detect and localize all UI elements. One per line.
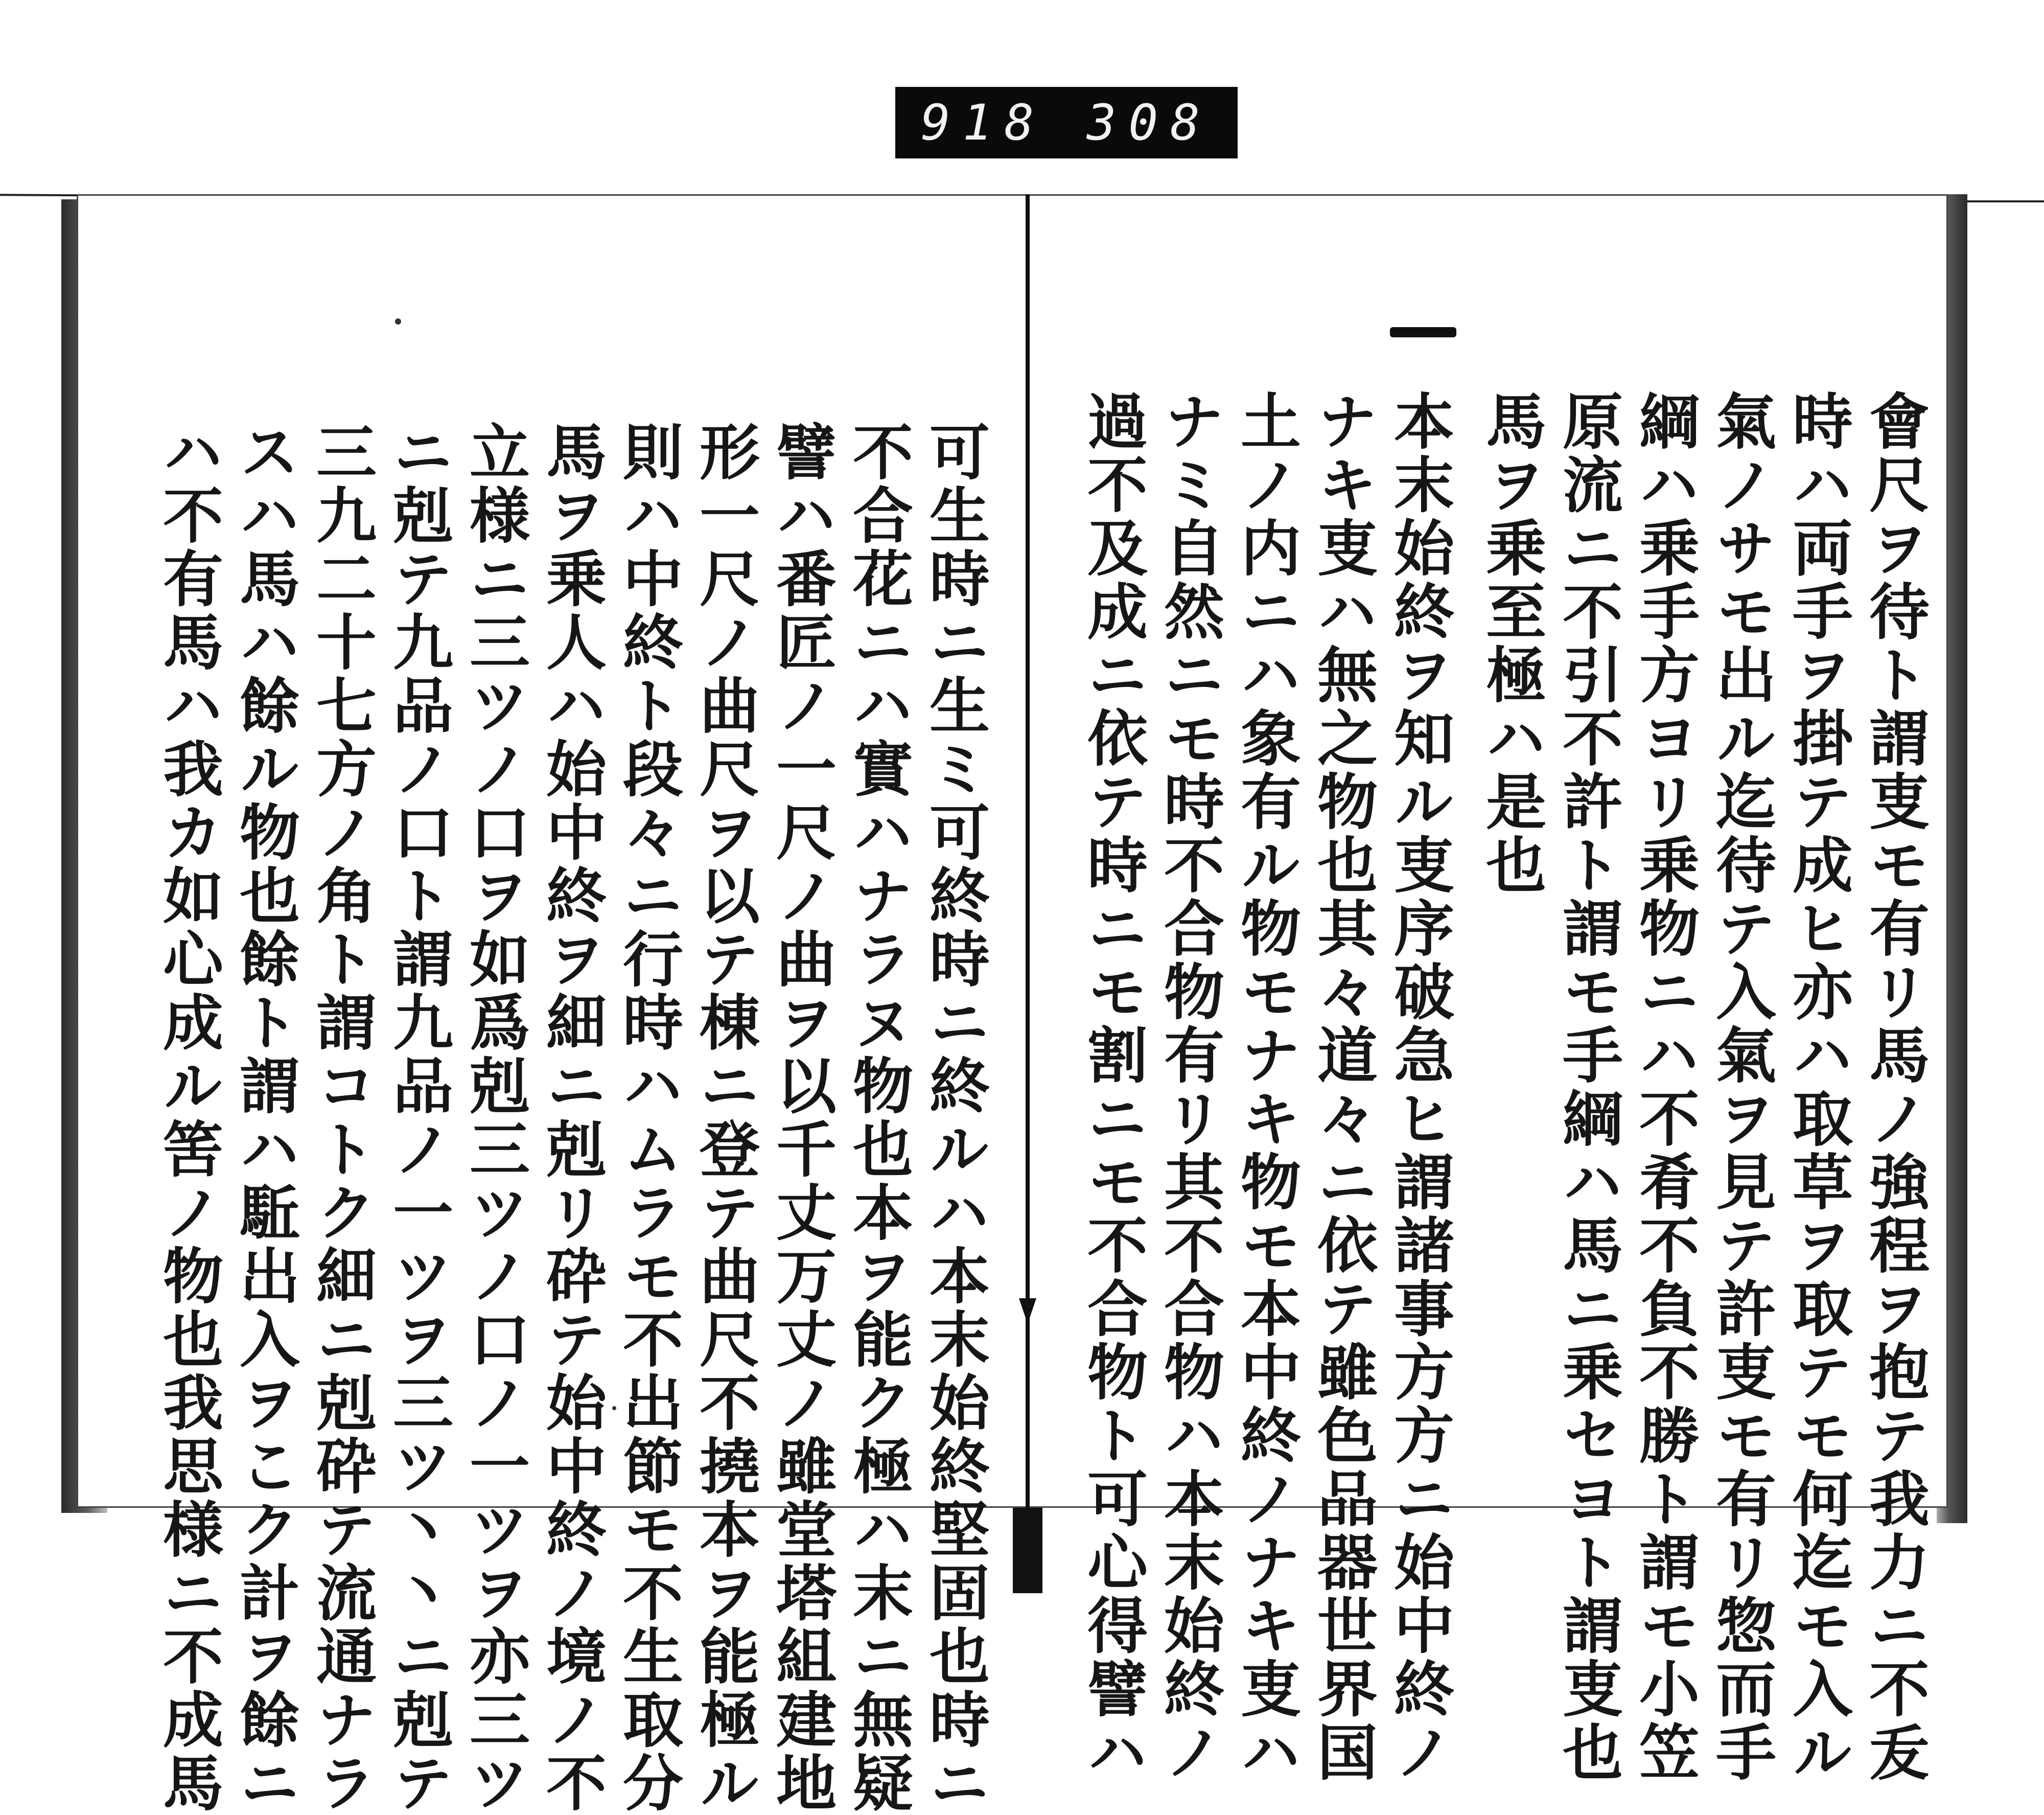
text-column-6: 馬ヲ乗人ハ始中終ヲ細ニ剋リ砕テ始中終ノ境ノ不 — [536, 421, 607, 1815]
text-column-9: 土ノ内ニハ象有ル物モナキ物モ本中終ノナキ叓ハ — [1230, 390, 1302, 1784]
text-column-4: 綱ハ乗手方ヨリ乗物ニハ不肴不負不勝ト謂モ小笠 — [1629, 390, 1700, 1784]
right-page — [1028, 194, 1948, 1784]
text-column-1: 可生時ニ生ミ可終時ニ終ルハ本末始終堅固也時ニ — [919, 421, 990, 1815]
text-column-4: 形一尺ノ曲尺ヲ以テ棟ニ登テ曲尺不撓本ヲ能極ル — [689, 421, 760, 1815]
archive-number-right: 308 — [1086, 94, 1212, 151]
text-column-10: ナミ自然ニモ時不合物有リ其不合物ハ本末始終ノ — [1154, 390, 1225, 1784]
text-column-7: 立様ニ三ツノ口ヲ如爲剋三ツノ口ノ一ツヲ亦三ツ — [459, 421, 530, 1815]
text-column-2: 時ハ両手ヲ掛テ成ヒ亦ハ取草ヲ取テモ何迄モ入ル — [1782, 390, 1853, 1784]
text-column-11: ハ不有馬ハ我カ如心成ル筈ノ物也我思様ニ不成馬 — [153, 421, 224, 1815]
text-column-10: スハ馬ハ餘ル物也餘ト謂ハ駈出入ヲこク計ヲ餘ニ — [229, 421, 300, 1815]
gutter-binding — [1013, 1508, 1042, 1593]
text-column-3: 氣ノサモ出ル迄待テ入氣ヲ見テ許叓モ有リ惣而手 — [1706, 390, 1777, 1784]
text-column-5: 則ハ中終ト段々ニ行時ハムラモ不出節モ不生取分 — [613, 421, 684, 1815]
gutter-fold-mark — [1019, 1298, 1036, 1324]
section-mark — [1390, 327, 1456, 337]
text-column-5: 原流ニ不引不許ト謂モ手綱ハ馬ニ乗セヨト謂叓也 — [1552, 390, 1623, 1784]
text-column-8: ニ剋テ九品ノ口ト謂九品ノ一ツヲ三ツ丶丶ニ剋テ — [383, 421, 454, 1815]
ink-speck — [395, 318, 401, 325]
text-column-8: ナキ叓ハ無之物也其々道々ニ依テ雖色品器世界国 — [1307, 390, 1378, 1784]
text-column-3: 譬ハ番匠ノ一尺ノ曲ヲ以千丈万丈ノ雖堂塔組建地 — [766, 421, 837, 1815]
archive-number-left: 918 — [921, 94, 1047, 151]
text-column-1: 會尺ヲ待ト謂叓モ有リ馬ノ強程ヲ抱テ我力ニ不叐 — [1859, 390, 1930, 1784]
archive-number-label — [895, 87, 1238, 158]
text-column-7: 本末始終ヲ知ル叓序破急ヒ謂諸事方方ニ始中終ノ — [1384, 390, 1455, 1784]
text-column-11: 過不及成ニ依テ時ニモ割ニモ不合物ト可心得譬ハ — [1077, 390, 1148, 1784]
book-gutter — [1026, 194, 1030, 1574]
text-column-9: 三九二十七方ノ角ト謂コトク細ニ剋砕テ流通ナラ — [306, 421, 377, 1815]
left-page — [77, 194, 1027, 1815]
text-column-6: 馬ヲ乗至極ハ是也 — [1476, 390, 1547, 897]
text-column-2: 不合花ニハ實ハナラヌ物也本ヲ能ク極ハ末ニ無疑 — [843, 421, 914, 1815]
